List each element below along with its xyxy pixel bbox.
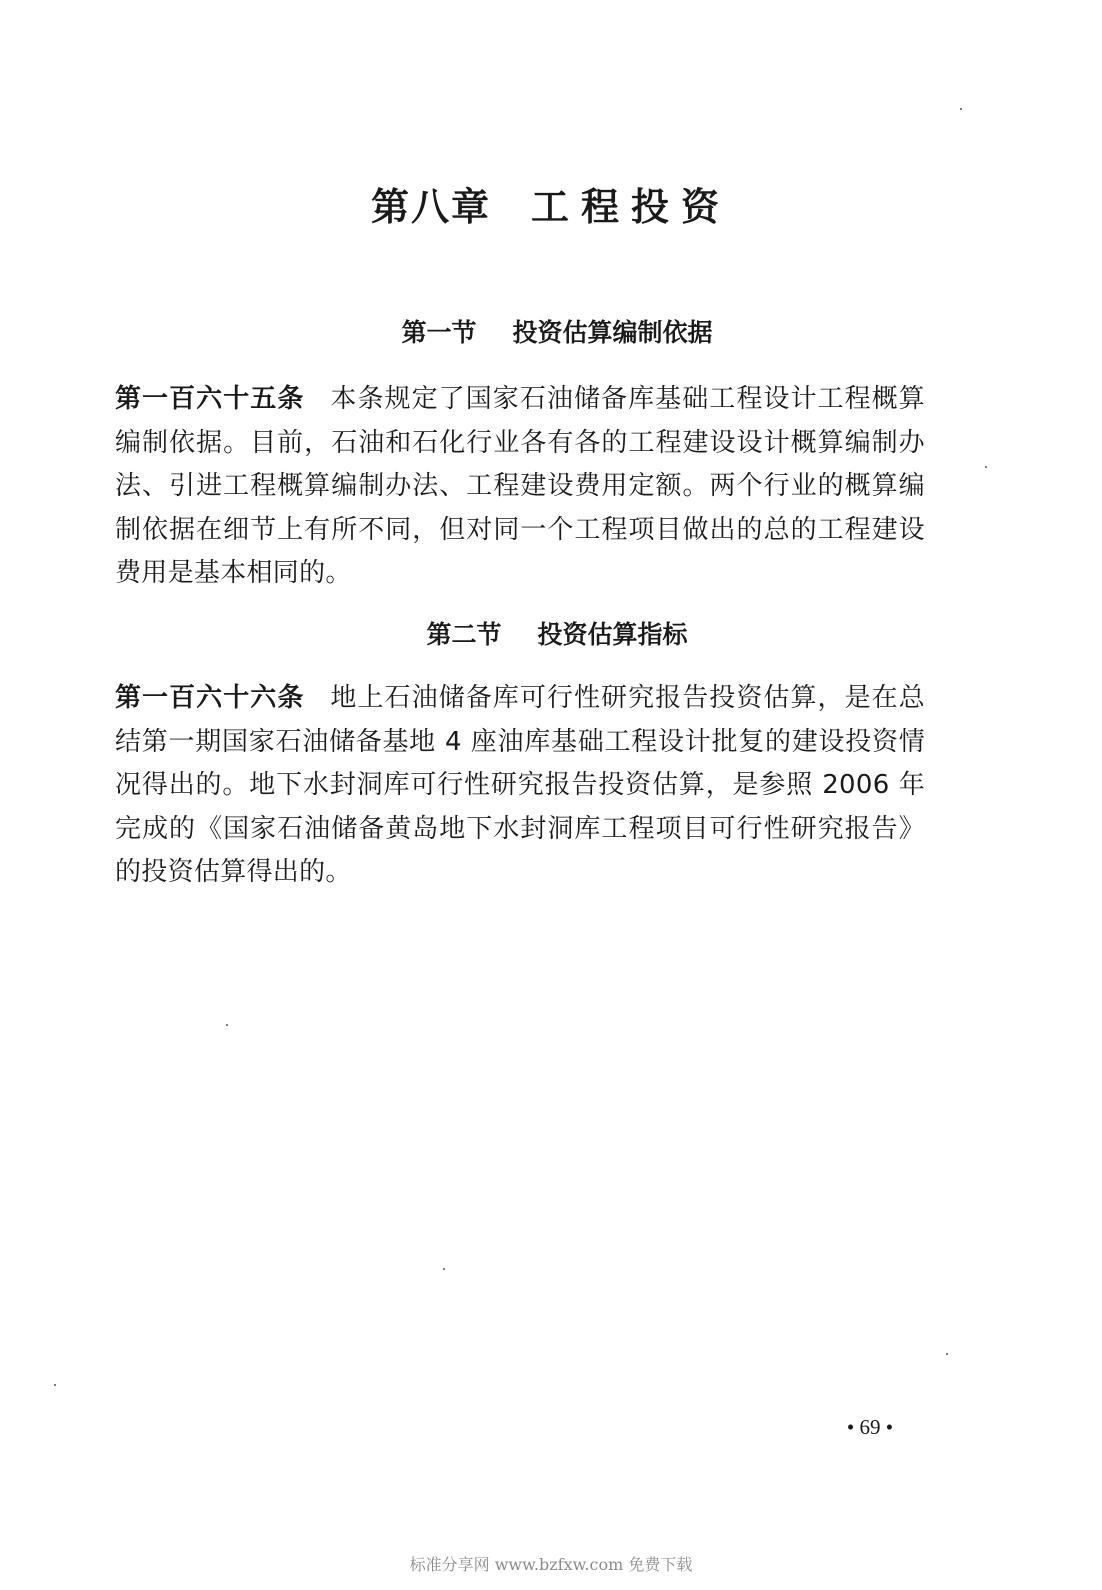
section-title-1 xyxy=(6,316,1102,350)
section-title-2 xyxy=(6,618,1102,652)
chapter-number: 第八章 xyxy=(370,185,491,229)
scan-speck xyxy=(226,1024,228,1026)
page-number: • 69 • xyxy=(846,1415,894,1439)
section-name: 投资估算编制依据 xyxy=(512,318,713,347)
article-label: 第一百六十六条 xyxy=(115,683,305,713)
scan-speck xyxy=(985,466,987,468)
section-number: 第二节 xyxy=(426,620,502,649)
section-number: 第一节 xyxy=(401,318,477,347)
section-name: 投资估算指标 xyxy=(537,620,688,649)
chapter-name: 工程投资 xyxy=(531,185,732,229)
article-text: 本条规定了国家石油储备库基础工程设计工程概算编制依据。目前，石油和石化行业各有各的工程建设设计概算编制办法、引进工程概算编制办法、工程建设费用定额。两个行业的概算编制依据在细节上有所不同，但对同一个工程项目做出的总的工程建设费用是基本相同的。 xyxy=(115,384,925,588)
footer-watermark: 标准分享网 www.bzfxw.com 免费下载 xyxy=(409,1555,693,1574)
chapter-title xyxy=(0,182,1102,232)
article-166 xyxy=(115,677,925,895)
scan-speck xyxy=(54,1384,56,1386)
scan-speck xyxy=(443,1268,445,1270)
scan-speck xyxy=(946,1353,948,1355)
article-165 xyxy=(115,378,925,596)
article-text: 地上石油储备库可行性研究报告投资估算，是在总结第一期国家石油储备基地 4 座油库基础工程设计批复的建设投资情况得出的。地下水封洞库可行性研究报告投资估算，是参照 2006 年完成的《国家石油储备黄岛地下水封洞库工程项目可行性研究报告》的投资估算得出的。 xyxy=(115,683,925,887)
scan-speck xyxy=(960,108,962,110)
article-label: 第一百六十五条 xyxy=(115,384,305,414)
